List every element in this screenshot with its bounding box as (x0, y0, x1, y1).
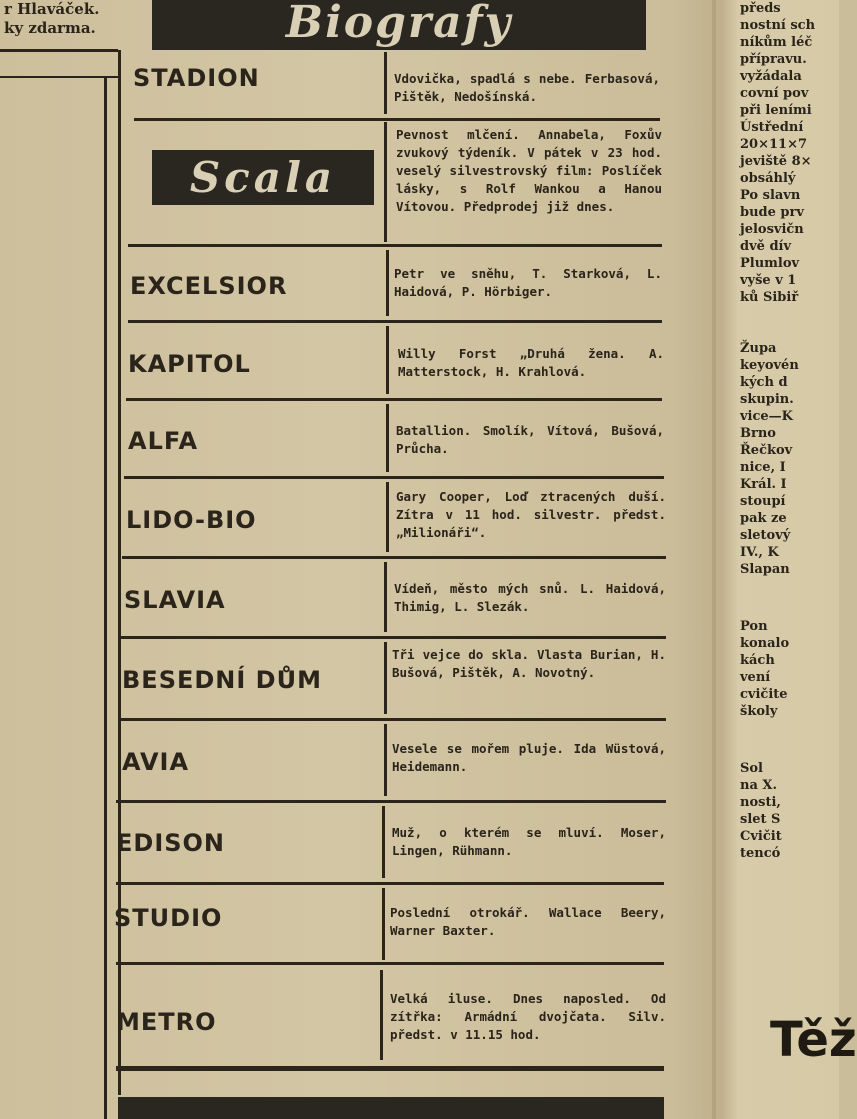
row-divider (384, 562, 387, 632)
right-line: Pon (740, 619, 768, 634)
row-divider (384, 642, 387, 714)
left-rule-top (0, 49, 118, 52)
row-separator (128, 244, 662, 247)
right-line: vyžádala (740, 69, 802, 84)
cinema-desc-lido-bio: Gary Cooper, Loď ztracených duší. Zítra v 11 hod. silvestr. předst. „Milionáři“. (396, 489, 666, 540)
left-rule-second (0, 76, 118, 78)
right-line: skupin. (740, 392, 794, 407)
cinema-name-kapitol: KAPITOL (128, 350, 251, 378)
cinema-name-lido-bio: LIDO-BIO (126, 506, 257, 534)
right-line: níkům léč (740, 35, 813, 50)
right-line: nosti, (740, 795, 781, 810)
row-separator (116, 882, 664, 885)
row-divider (384, 122, 387, 242)
right-line: Cvičit (740, 829, 782, 844)
right-headline-fragment: Těž (770, 1012, 857, 1068)
row-separator (122, 556, 666, 559)
left-column-divider (104, 78, 107, 1119)
cinema-name-besedni-dum: BESEDNÍ DŮM (122, 666, 322, 694)
right-line: jeviště 8× (740, 154, 812, 169)
right-line: předs (740, 1, 781, 16)
right-line: vení (740, 670, 771, 685)
right-line: covní pov (740, 86, 809, 101)
cinema-name-alfa: ALFA (128, 427, 199, 455)
right-line: nice, I (740, 460, 786, 475)
scala-logo: Scala (152, 150, 374, 205)
cinema-name-metro: METRO (116, 1008, 217, 1036)
right-column-fragment (740, 0, 839, 1119)
right-line: vyše v 1 (740, 273, 797, 288)
row-separator (126, 398, 662, 401)
row-separator (116, 962, 664, 965)
right-line: školy (740, 704, 778, 719)
row-separator (118, 718, 666, 721)
cinema-desc-besedni-dum: Tři vejce do skla. Vlasta Burian, H. Bušová, Pištěk, A. Novotný. (392, 647, 666, 680)
right-line: jelosvičn (740, 222, 804, 237)
right-line: 20×11×7 (740, 137, 808, 152)
right-line: obsáhlý (740, 171, 796, 186)
right-line: IV., K (740, 545, 779, 560)
right-line: Župa (740, 341, 777, 356)
row-divider (386, 250, 389, 316)
listing-left-border (118, 50, 121, 1095)
row-divider (382, 806, 385, 878)
right-line: slet S (740, 812, 781, 827)
right-line: Po slavn (740, 188, 801, 203)
cinema-name-studio: STUDIO (114, 904, 223, 932)
cinema-desc-slavia: Vídeň, město mých snů. L. Haidová, Thimig, L. Slezák. (394, 581, 666, 614)
row-separator (120, 636, 666, 639)
row-separator (128, 320, 662, 323)
cinema-name-stadion: STADION (133, 64, 260, 92)
right-line: Řečkov (740, 443, 793, 458)
right-line: ků Sibiř (740, 290, 799, 305)
cinema-desc-avia: Vesele se mořem pluje. Ida Wüstová, Heidemann. (392, 741, 666, 774)
cinema-name-slavia: SLAVIA (124, 586, 226, 614)
right-line: Sol (740, 761, 763, 776)
right-line: pak ze (740, 511, 787, 526)
left-fragment-line: ky zdarma. (4, 19, 96, 37)
right-line: sletový (740, 528, 791, 543)
cinema-name-excelsior: EXCELSIOR (130, 272, 288, 300)
right-line: tencó (740, 846, 781, 861)
row-separator (134, 118, 660, 121)
right-line: na X. (740, 778, 778, 793)
cinema-desc-alfa: Batallion. Smolík, Vítová, Bušová, Průcha. (396, 423, 664, 456)
cinema-desc-kapitol: Willy Forst „Druhá žena. A. Matterstock, H. Krahlová. (398, 346, 664, 379)
right-spacer (740, 578, 839, 618)
right-line: Ústřední (740, 120, 804, 135)
right-line: Brno (740, 426, 776, 441)
row-separator (124, 476, 664, 479)
cinema-desc-studio: Poslední otrokář. Wallace Beery, Warner Baxter. (390, 905, 666, 938)
right-line: dvě dív (740, 239, 792, 254)
right-line: nostní sch (740, 18, 816, 33)
right-line: bude prv (740, 205, 804, 220)
next-section-banner (118, 1097, 664, 1119)
biografy-banner: Biografy (152, 0, 646, 50)
right-line: Plumlov (740, 256, 800, 271)
row-divider (384, 724, 387, 796)
right-spacer (740, 306, 839, 340)
right-line: Král. I (740, 477, 787, 492)
row-separator-bottom (116, 1066, 664, 1071)
row-divider (384, 52, 387, 114)
right-line: při leními (740, 103, 812, 118)
cinema-desc-scala: Pevnost mlčení. Annabela, Foxův zvukový týdeník. V pátek v 23 hod. veselý silvestrovský film: Poslíček lásky, s Rolf Wankou a Hanou Vítovou. Předprodej již dnes. (396, 127, 662, 214)
row-divider (386, 326, 389, 394)
right-line: keyovén (740, 358, 799, 373)
cinema-desc-excelsior: Petr ve sněhu, T. Starková, L. Haidová, P. Hörbiger. (394, 266, 662, 299)
row-separator (116, 800, 666, 803)
cinema-name-avia: AVIA (122, 748, 190, 776)
cinema-desc-metro: Velká iluse. Dnes naposled. Od zítřka: Armádní dvojčata. Silv. předst. v 11.15 hod. (390, 991, 666, 1042)
right-line: stoupí (740, 494, 786, 509)
row-divider (386, 482, 389, 552)
right-line: cvičite (740, 687, 788, 702)
column-gutter-shadow (712, 0, 716, 1119)
right-line: konalo (740, 636, 790, 651)
row-divider (382, 888, 385, 960)
right-line: Slapan (740, 562, 790, 577)
cinema-desc-stadion: Vdovička, spadlá s nebe. Ferbasová, Pištěk, Nedošínská. (394, 71, 660, 104)
right-line: vice—K (740, 409, 793, 424)
right-line: přípravu. (740, 52, 807, 67)
row-divider (386, 404, 389, 472)
cinema-name-edison: EDISON (116, 829, 226, 857)
row-divider (380, 970, 383, 1060)
cinema-desc-edison: Muž, o kterém se mluví. Moser, Lingen, Rühmann. (392, 825, 666, 858)
right-line: kých d (740, 375, 788, 390)
right-line: kách (740, 653, 775, 668)
left-fragment-line: r Hlaváček. (4, 0, 100, 18)
right-spacer (740, 720, 839, 760)
